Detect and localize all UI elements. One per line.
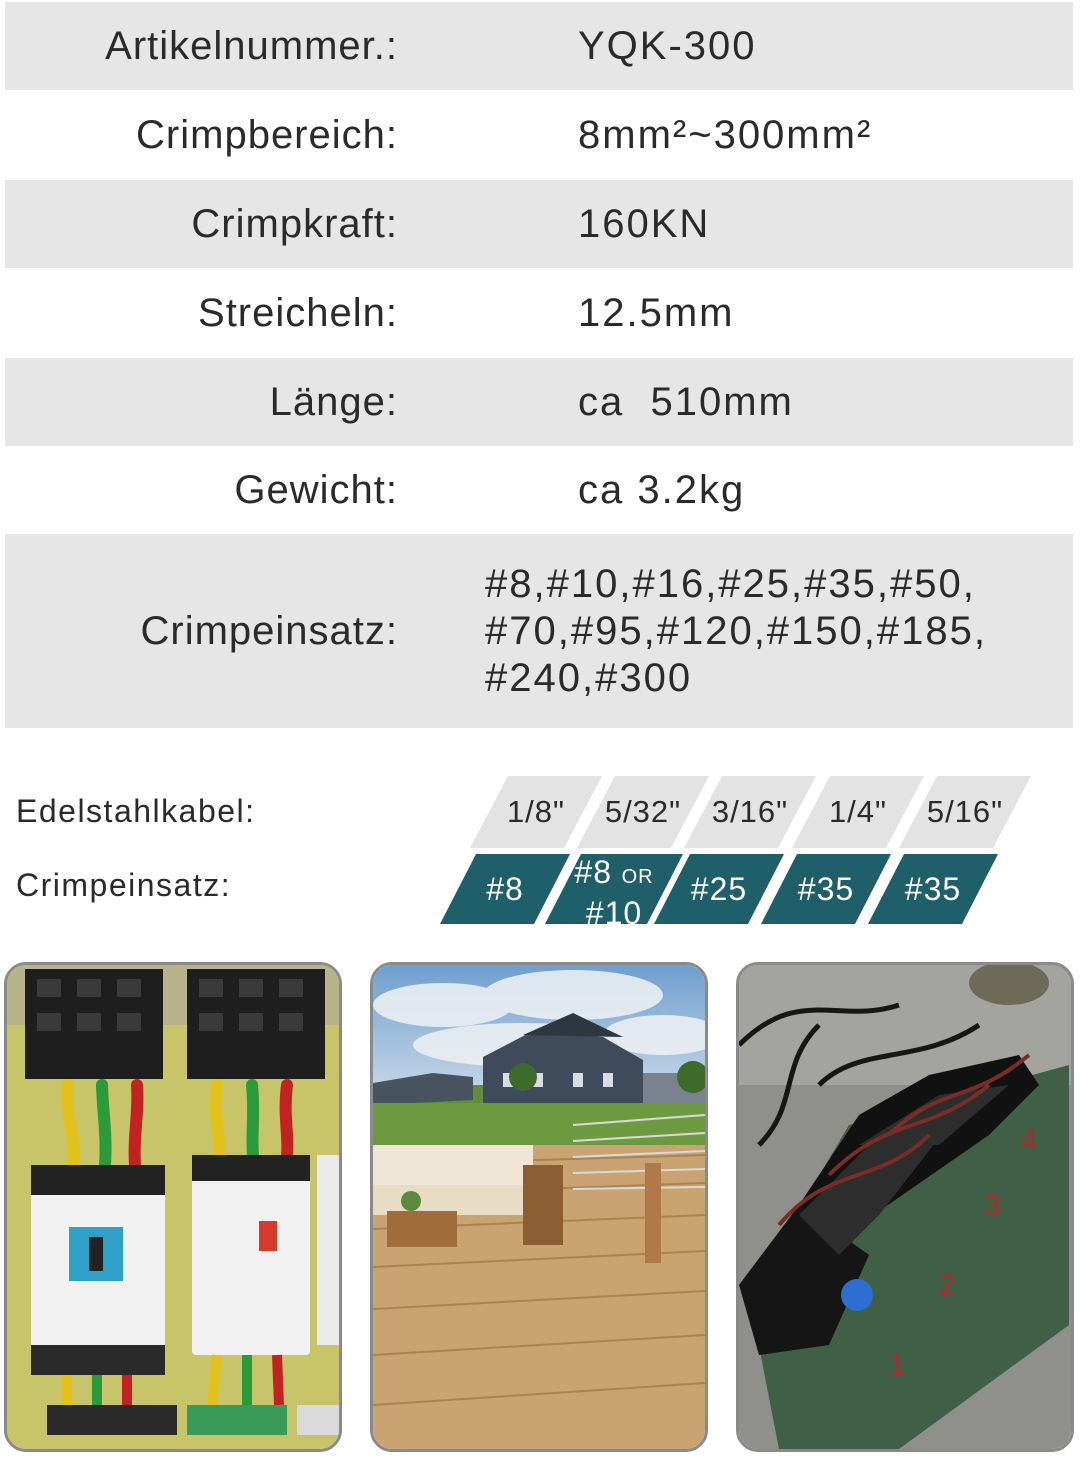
spec-value: YQK-300 (578, 23, 757, 68)
spec-row-stroke (5, 268, 1073, 358)
application-photos (0, 962, 1080, 1458)
crimp-die-label: Crimpeinsatz: (16, 867, 232, 903)
spec-value: 12.5mm (578, 290, 735, 335)
spec-row-crimp-range (5, 90, 1073, 180)
spec-label: Crimpbereich: (136, 112, 398, 157)
spec-row-length (5, 358, 1073, 446)
spec-row-weight (5, 446, 1073, 534)
spec-label: Gewicht: (234, 467, 398, 512)
spec-label: Länge: (269, 379, 398, 424)
cable-size-table (0, 770, 1080, 935)
spec-value-multiline (485, 534, 1045, 728)
svg-text:3: 3 (984, 1189, 1001, 1222)
spec-value: 8mm²~300mm² (578, 112, 873, 157)
cable-size-value: 1/8" (506, 794, 566, 829)
spec-label: Artikelnummer.: (105, 23, 398, 68)
crimp-die-cell (868, 854, 998, 924)
die-list-line: #8,#10,#16,#25,#35,#50, (485, 561, 976, 606)
crimp-die-row (0, 770, 1080, 935)
spec-table (5, 2, 1073, 728)
cable-size-value: 5/32" (604, 794, 682, 829)
crimp-die-value: #8 (486, 871, 524, 907)
electrical-panel-photo (4, 962, 342, 1452)
battery-bank-photo (736, 962, 1074, 1452)
spec-row-crimp-dies (5, 534, 1073, 728)
stainless-cable-label: Edelstahlkabel: (16, 793, 256, 829)
cable-size-value: 3/16" (711, 794, 789, 829)
spec-value: 160KN (578, 201, 711, 246)
spec-value: ca 3.2kg (578, 467, 746, 512)
spec-label: Crimpkraft: (191, 201, 398, 246)
svg-text:1: 1 (889, 1349, 906, 1382)
cable-size-value: 5/16" (926, 794, 1004, 829)
crimp-die-or: OR (621, 866, 654, 888)
spec-value: ca 510mm (578, 379, 794, 424)
crimp-die-value: #35 (904, 871, 962, 907)
spec-row-crimp-force (5, 180, 1073, 268)
wooden-deck-photo (370, 962, 708, 1452)
crimp-die-value: #10 (585, 895, 643, 931)
crimp-die-value: #8 (574, 854, 612, 890)
svg-text:4: 4 (1021, 1124, 1038, 1157)
spec-label: Crimpeinsatz: (140, 608, 398, 653)
svg-text:2: 2 (939, 1269, 956, 1302)
crimp-die-value: #25 (690, 871, 748, 907)
die-list-line: #240,#300 (485, 655, 693, 700)
spec-row-article-number (5, 2, 1073, 90)
die-list-line: #70,#95,#120,#150,#185, (485, 608, 987, 653)
spec-label: Streicheln: (198, 290, 398, 335)
cable-size-value: 1/4" (828, 794, 888, 829)
crimp-die-value: #35 (797, 871, 855, 907)
